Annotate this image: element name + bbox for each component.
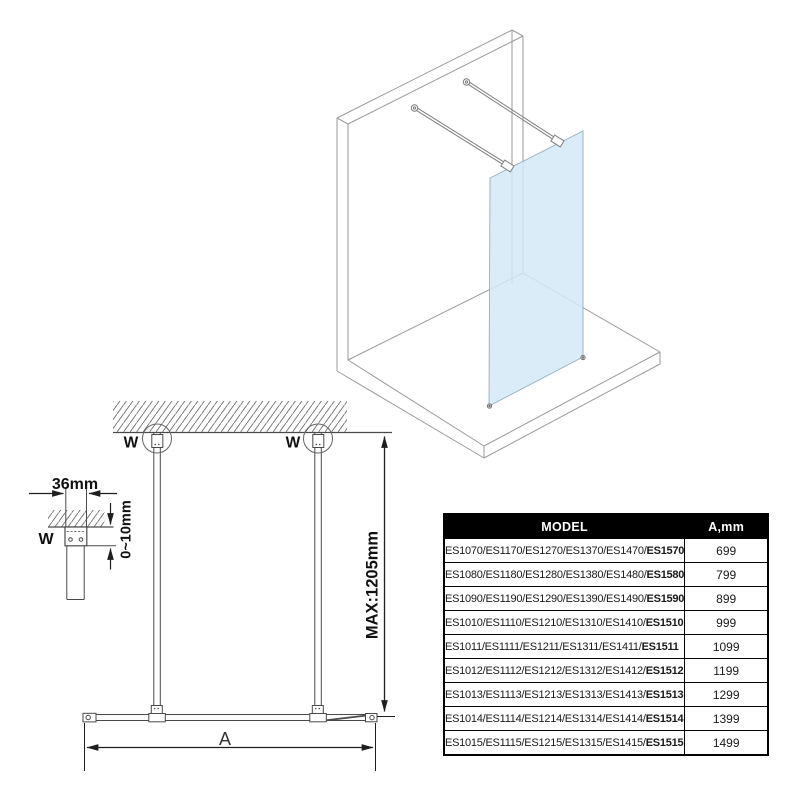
- dim-36mm-label: 36mm: [51, 476, 99, 493]
- spec-table-body: [444, 539, 768, 756]
- dimension-max-height: [363, 437, 395, 717]
- a-mm-cell: 1499: [685, 731, 769, 756]
- dimension-gap-0-10mm: [111, 500, 135, 569]
- bar-end-cap-right: [366, 714, 378, 722]
- model-column-header: MODEL: [444, 514, 685, 539]
- dim-a-label: A: [218, 729, 232, 749]
- model-size-table: [443, 513, 769, 756]
- dim-gap-label: 0~10mm: [118, 500, 135, 559]
- detail-ceiling-hatch: [48, 510, 105, 527]
- table-row: [444, 659, 768, 683]
- dimension-36mm: [29, 476, 117, 494]
- model-cell: ES1090/ES1190/ES1290/ES1390/ES1490/ES1590: [444, 587, 685, 611]
- wall-anchor-label-right: W: [285, 434, 301, 452]
- a-mm-cell: 799: [685, 563, 769, 587]
- front-rod-right: [313, 433, 324, 706]
- support-bar-front: [463, 79, 558, 143]
- table-row: [444, 587, 768, 611]
- wall-anchor-label-left: W: [123, 434, 139, 452]
- a-mm-cell: 999: [685, 611, 769, 635]
- table-row: [444, 731, 768, 756]
- table-row: [444, 707, 768, 731]
- ceiling-hatch: [113, 401, 347, 433]
- a-mm-cell: 1099: [685, 635, 769, 659]
- model-cell: ES1080/ES1180/ES1280/ES1380/ES1480/ES1580: [444, 563, 685, 587]
- a-mm-column-header: A,mm: [685, 514, 769, 539]
- front-rod-left: [152, 433, 163, 706]
- detail-anchor-label: W: [38, 531, 54, 548]
- front-view: [83, 401, 392, 722]
- model-cell: ES1014/ES1114/ES1214/ES1314/ES1414/ES1514: [444, 707, 685, 731]
- model-cell: ES1013/ES1113/ES1213/ES1313/ES1413/ES1513: [444, 683, 685, 707]
- model-cell: ES1070/ES1170/ES1270/ES1370/ES1470/ES1570: [444, 539, 685, 563]
- a-mm-cell: 1199: [685, 659, 769, 683]
- model-cell: ES1012/ES1112/ES1212/ES1312/ES1412/ES1512: [444, 659, 685, 683]
- a-mm-cell: 899: [685, 587, 769, 611]
- dimension-width-a: [85, 723, 376, 771]
- dim-max-label: MAX:1205mm: [363, 530, 382, 640]
- support-bar-rear: [411, 105, 508, 168]
- bracket-detail-view: [38, 487, 116, 600]
- model-cell: ES1011/ES1111/ES1211/ES1311/ES1411/ES1511: [444, 635, 685, 659]
- table-row: [444, 563, 768, 587]
- table-row: [444, 611, 768, 635]
- bar-end-cap-left: [83, 713, 96, 722]
- detail-bracket: [65, 527, 87, 546]
- isometric-view: [337, 30, 660, 458]
- a-mm-cell: 1299: [685, 683, 769, 707]
- table-row: [444, 683, 768, 707]
- detail-rod: [67, 546, 84, 600]
- glass-bar: [83, 706, 377, 722]
- table-row: [444, 539, 768, 563]
- table-row: [444, 635, 768, 659]
- model-cell: ES1010/ES1110/ES1210/ES1310/ES1410/ES1510: [444, 611, 685, 635]
- a-mm-cell: 699: [685, 539, 769, 563]
- a-mm-cell: 1399: [685, 707, 769, 731]
- model-cell: ES1015/ES1115/ES1215/ES1315/ES1415/ES1515: [444, 731, 685, 756]
- table-header-row: [444, 514, 768, 539]
- spec-table: [443, 513, 769, 756]
- glass-panel: [489, 131, 583, 406]
